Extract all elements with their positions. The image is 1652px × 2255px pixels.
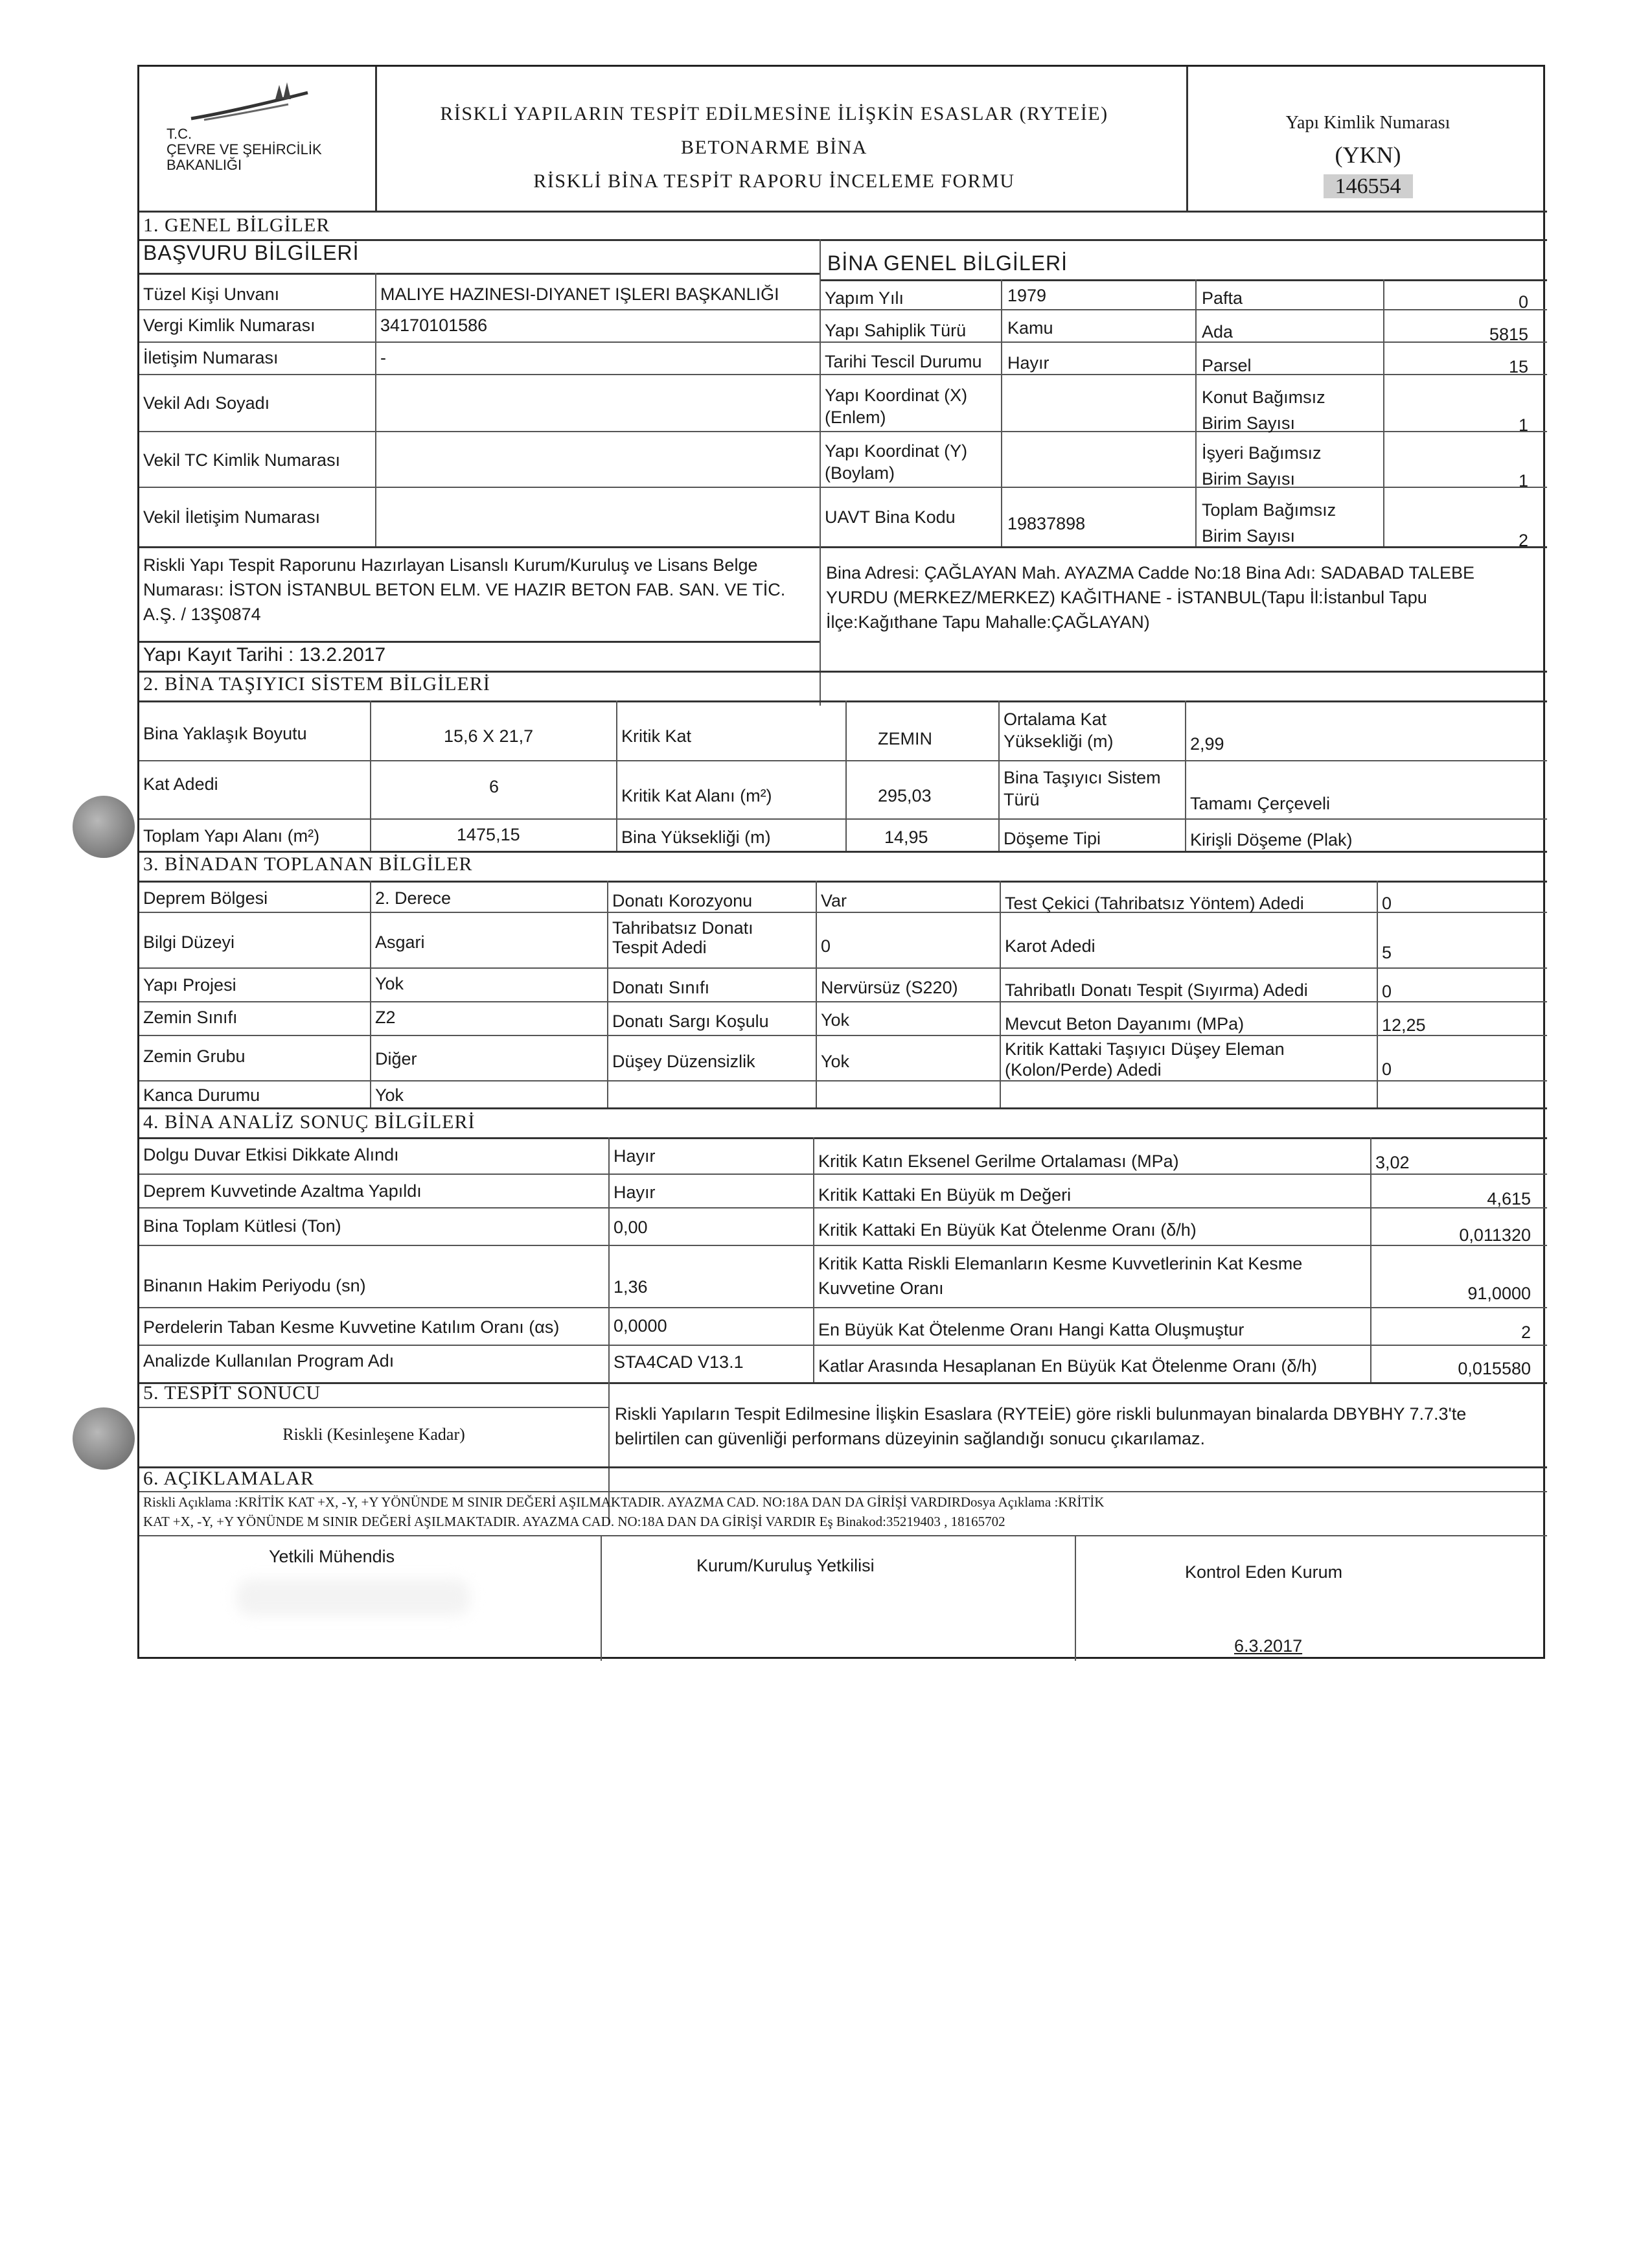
vekil-ad-label: Vekil Adı Soyadı: [143, 393, 270, 413]
s4-r4-label1: Binanın Hakim Periyodu (sn): [143, 1276, 366, 1295]
parsel-label: Parsel: [1202, 356, 1252, 375]
yapi-kayit-tarihi: Yapı Kayıt Tarihi : 13.2.2017: [143, 644, 386, 665]
s4-r2-label1: Deprem Kuvvetinde Azaltma Yapıldı: [143, 1181, 422, 1201]
s3-r5-value2: Yok: [821, 1052, 850, 1071]
s3-r4-label3: Mevcut Beton Dayanımı (MPa): [1005, 1014, 1245, 1034]
s3-r5-label2: Düşey Düzensizlik: [612, 1052, 755, 1071]
s2-r2-value1: 6: [489, 777, 499, 796]
konut-value: 1: [1518, 415, 1528, 435]
s3-r3-value1: Yok: [375, 974, 404, 993]
vergi-no-label: Vergi Kimlik Numarası: [143, 316, 315, 335]
kurum-yetkilisi-label: Kurum/Kuruluş Yetkilisi: [696, 1556, 875, 1575]
s3-r2-label1: Bilgi Düzeyi: [143, 932, 235, 952]
s4-r6-label1: Analizde Kullanılan Program Adı: [143, 1351, 395, 1370]
pafta-label: Pafta: [1202, 288, 1243, 308]
section3-title: 3. BİNADAN TOPLANAN BİLGİLER: [143, 853, 473, 875]
s3-r1-value3: 0: [1382, 894, 1392, 913]
s3-r2-label3: Karot Adedi: [1005, 936, 1096, 956]
parsel-value: 15: [1508, 357, 1528, 376]
s4-r3-label2: Kritik Kattaki En Büyük Kat Ötelenme Oranı (δ/h): [818, 1220, 1197, 1240]
s3-r4-value2: Yok: [821, 1010, 850, 1030]
s3-r6-value1: Yok: [375, 1085, 404, 1105]
s4-r5-label2: En Büyük Kat Ötelenme Oranı Hangi Katta Oluşmuştur: [818, 1320, 1245, 1339]
s2-r1-value2: ZEMIN: [878, 729, 932, 748]
s4-r5-label1: Perdelerin Taban Kesme Kuvvetine Katılım Oranı (αs): [143, 1317, 560, 1337]
s4-r1-value2: 3,02: [1375, 1153, 1410, 1172]
konut-label: Konut Bağımsız Birim Sayısı: [1202, 387, 1325, 433]
s2-r1-value1: 15,6 X 21,7: [444, 726, 534, 746]
iletisim-label: İletişim Numarası: [143, 348, 279, 367]
aciklama-line1: Riskli Açıklama :KRİTİK KAT +X, -Y, +Y YÖNÜNDE M SINIR DEĞERİ AŞILMAKTADIR. AYAZMA CAD. NO:18A DAN DA GİRİŞİ VARDIRDosya Açıklama :KRİTİK: [143, 1494, 1105, 1510]
ykn-abbr: (YKN): [1335, 142, 1401, 168]
s2-r3-label2: Bina Yüksekliği (m): [621, 827, 771, 847]
s4-r5-value2: 2: [1520, 1323, 1531, 1342]
tescil-label: Tarihi Tescil Durumu: [825, 352, 982, 371]
s2-r3-value1: 1475,15: [457, 825, 520, 844]
vekil-iletisim-label: Vekil İletişim Numarası: [143, 507, 321, 527]
s4-r3-value2: 0,011320: [1459, 1225, 1531, 1245]
vekil-tc-label: Vekil TC Kimlik Numarası: [143, 450, 341, 470]
s4-r6-label2: Katlar Arasında Hesaplanan En Büyük Kat Ötelenme Oranı (δ/h): [818, 1356, 1317, 1376]
ykn-label: Yapı Kimlik Numarası: [1285, 113, 1451, 133]
s3-r3-label3: Tahribatlı Donatı Tespit (Sıyırma) Adedi: [1005, 980, 1308, 1000]
inspection-form: [137, 65, 1545, 1659]
vergi-no-value: 34170101586: [380, 316, 488, 335]
yapim-yili-value: 1979: [1007, 286, 1047, 305]
s3-r5-value1: Diğer: [375, 1049, 417, 1069]
s3-r2-label2: Tahribatsız Donatı Tespit Adedi: [612, 918, 753, 957]
s3-r4-label1: Zemin Sınıfı: [143, 1008, 238, 1027]
s4-r3-value1: 0,00: [614, 1218, 648, 1237]
koordinat-x-label: Yapı Koordinat (X) (Enlem): [825, 386, 968, 427]
sahiplik-label: Yapı Sahiplik Türü: [825, 321, 967, 340]
tescil-value: Hayır: [1007, 353, 1050, 373]
s3-r3-value2: Nervürsüz (S220): [821, 978, 958, 997]
s2-r1-label1: Bina Yaklaşık Boyutu: [143, 724, 307, 743]
s3-r6-label1: Kanca Durumu: [143, 1085, 260, 1105]
section1-title: 1. GENEL BİLGİLER: [143, 214, 330, 236]
s3-r2-value2: 0: [821, 936, 831, 956]
basvuru-title: BAŞVURU BİLGİLERİ: [143, 241, 360, 264]
sahiplik-value: Kamu: [1007, 318, 1053, 338]
ministry-name-line2: ÇEVRE VE ŞEHİRCİLİK: [166, 141, 322, 157]
s4-r4-value1: 1,36: [614, 1277, 648, 1297]
uavt-value: 19837898: [1007, 514, 1086, 533]
s2-r2-value2: 295,03: [878, 786, 932, 805]
s4-r1-label1: Dolgu Duvar Etkisi Dikkate Alındı: [143, 1145, 399, 1164]
bina-adresi: Bina Adresi: ÇAĞLAYAN Mah. AYAZMA Cadde No:18 Bina Adı: SADABAD TALEBE YURDU (MERKEZ/MERKEZ) KAĞITHANE - İSTANBUL(Tapu İl:İstanbul Tapu İlçe:Kağıthane Tapu Mahalle:ÇAĞLAYAN): [826, 563, 1474, 632]
iletisim-value: -: [380, 348, 386, 367]
isyeri-value: 1: [1518, 471, 1528, 491]
s2-r2-label3: Bina Taşıyıcı Sistem Türü: [1004, 768, 1161, 809]
s2-r3-value2: 14,95: [884, 827, 928, 847]
yetkili-muhendis-label: Yetkili Mühendis: [269, 1547, 395, 1566]
s3-r4-value3: 12,25: [1382, 1015, 1426, 1035]
toplam-birim-value: 2: [1518, 531, 1528, 550]
redacted-signature: [236, 1579, 470, 1615]
tespit-sonucu-value: Riskli (Kesinleşene Kadar): [282, 1425, 465, 1444]
koordinat-y-label: Yapı Koordinat (Y) (Boylam): [825, 441, 968, 483]
toplam-birim-label: Toplam Bağımsız Birim Sayısı: [1202, 500, 1337, 546]
isyeri-label: İşyeri Bağımsız Birim Sayısı: [1202, 443, 1322, 489]
ada-label: Ada: [1202, 322, 1233, 341]
s4-r3-label1: Bina Toplam Kütlesi (Ton): [143, 1216, 341, 1236]
s2-r3-label3: Döşeme Tipi: [1004, 829, 1101, 848]
kontrol-eden-kurum-label: Kontrol Eden Kurum: [1185, 1562, 1343, 1582]
s2-r3-value3: Kirişli Döşeme (Plak): [1190, 830, 1353, 850]
yapim-yili-label: Yapım Yılı: [825, 288, 904, 308]
s4-r4-value2: 91,0000: [1467, 1284, 1531, 1303]
bina-genel-title: BİNA GENEL BİLGİLERİ: [827, 251, 1068, 275]
control-date: 6.3.2017: [1234, 1636, 1303, 1656]
s3-r3-value3: 0: [1382, 982, 1392, 1001]
section5-title: 5. TESPİT SONUCU: [143, 1382, 321, 1404]
ministry-name-line1: T.C.: [166, 126, 192, 142]
s4-r1-label2: Kritik Katın Eksenel Gerilme Ortalaması (MPa): [818, 1151, 1179, 1171]
s3-r1-value2: Var: [821, 891, 847, 910]
section6-title: 6. AÇIKLAMALAR: [143, 1468, 315, 1489]
s3-r1-label2: Donatı Korozyonu: [612, 891, 753, 910]
ministry-name-line3: BAKANLIĞI: [166, 157, 242, 173]
ykn-value: 146554: [1324, 174, 1413, 198]
punch-hole-top: [73, 796, 135, 858]
section4-title: 4. BİNA ANALİZ SONUÇ BİLGİLERİ: [143, 1111, 476, 1133]
s3-r1-label1: Deprem Bölgesi: [143, 888, 268, 908]
ada-value: 5815: [1489, 325, 1528, 344]
s3-r3-label1: Yapı Projesi: [143, 975, 236, 995]
s2-r3-label1: Toplam Yapı Alanı (m²): [143, 826, 320, 846]
s3-r2-value1: Asgari: [375, 932, 425, 952]
aciklama-line2: KAT +X, -Y, +Y YÖNÜNDE M SINIR DEĞERİ AŞILMAKTADIR. AYAZMA CAD. NO:18A DAN DA GİRİŞİ VARDIR Eş Binakod:35219403 , 18165702: [143, 1514, 1005, 1529]
s4-r4-label2: Kritik Katta Riskli Elemanların Kesme Kuvvetlerinin Kat Kesme Kuvvetine Oranı: [818, 1254, 1303, 1298]
s3-r5-label3: Kritik Kattaki Taşıyıcı Düşey Eleman (Kolon/Perde) Adedi: [1005, 1039, 1285, 1080]
s2-r1-label3: Ortalama Kat Yüksekliği (m): [1004, 710, 1114, 751]
form-title-line2: BETONARME BİNA: [681, 137, 867, 158]
s4-r2-value1: Hayır: [614, 1183, 656, 1202]
form-title-line3: RİSKLİ BİNA TESPİT RAPORU İNCELEME FORMU: [533, 170, 1015, 192]
s3-r5-value3: 0: [1382, 1059, 1392, 1079]
tuzel-kisi-value: MALIYE HAZINESI-DIYANET IŞLERI BAŞKANLIĞI: [380, 284, 779, 304]
punch-hole-bottom: [73, 1407, 135, 1470]
s3-r5-label1: Zemin Grubu: [143, 1047, 246, 1066]
s3-r2-value3: 5: [1382, 943, 1392, 962]
s4-r1-value1: Hayır: [614, 1146, 656, 1166]
pafta-value: 0: [1518, 292, 1528, 312]
s4-r2-label2: Kritik Kattaki En Büyük m Değeri: [818, 1185, 1072, 1205]
lisans-info: Riskli Yapı Tespit Raporunu Hazırlayan Lisanslı Kurum/Kuruluş ve Lisans Belge Numarası: İSTON İSTANBUL BETON ELM. VE HAZIR BETON FAB. SAN. VE TİC. A.Ş. / 13Ş0874: [143, 555, 786, 624]
s4-r6-value2: 0,015580: [1458, 1359, 1531, 1378]
s3-r1-value1: 2. Derece: [375, 888, 452, 908]
s4-r5-value1: 0,0000: [614, 1316, 667, 1336]
s2-r1-value3: 2,99: [1190, 734, 1224, 754]
s4-r2-value2: 4,615: [1487, 1189, 1531, 1208]
s2-r2-value3: Tamamı Çerçeveli: [1190, 794, 1331, 813]
s2-r1-label2: Kritik Kat: [621, 726, 692, 746]
s2-r2-label1: Kat Adedi: [143, 774, 218, 794]
uavt-label: UAVT Bina Kodu: [825, 507, 956, 527]
s3-r4-label2: Donatı Sargı Koşulu: [612, 1012, 769, 1031]
tespit-sonucu-text: Riskli Yapıların Tespit Edilmesine İlişkin Esaslara (RYTEİE) göre riskli bulunmayan binalarda DBYBHY 7.7.3'te belirtilen can güvenliği performans düzeyinin sağlandığı sonucu çıkarılamaz.: [615, 1404, 1467, 1448]
ministry-logo: [178, 80, 334, 132]
s3-r1-label3: Test Çekici (Tahribatsız Yöntem) Adedi: [1005, 894, 1304, 913]
s4-r6-value1: STA4CAD V13.1: [614, 1352, 744, 1372]
form-title-line1: RİSKLİ YAPILARIN TESPİT EDİLMESİNE İLİŞKİN ESASLAR (RYTEİE): [440, 103, 1108, 124]
section2-title: 2. BİNA TAŞIYICI SİSTEM BİLGİLERİ: [143, 673, 490, 695]
s3-r4-value1: Z2: [375, 1008, 396, 1027]
s2-r2-label2: Kritik Kat Alanı (m²): [621, 786, 772, 805]
tuzel-kisi-label: Tüzel Kişi Unvanı: [143, 284, 280, 304]
s3-r3-label2: Donatı Sınıfı: [612, 978, 710, 997]
